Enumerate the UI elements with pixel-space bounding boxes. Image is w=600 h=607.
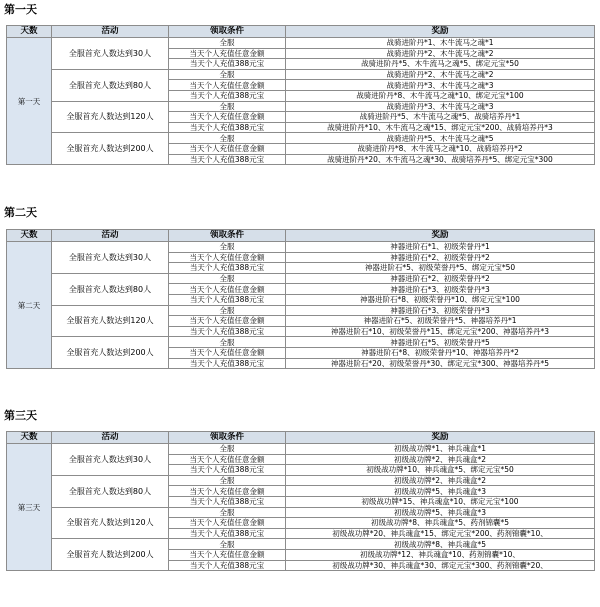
header-row — [7, 432, 595, 444]
condition-cell: 当天个人充值任意金额 — [169, 518, 286, 529]
reward-cell: 初级战功牌*5、神兵魂盒*3 — [286, 507, 595, 518]
table-row — [7, 242, 595, 253]
reward-cell: 战骑进阶丹*20、木牛流马之魂*30、战骑培养丹*5、绑定元宝*300 — [286, 154, 595, 165]
header-condition: 领取条件 — [169, 26, 286, 38]
condition-cell: 当天个人充值388元宝 — [169, 294, 286, 305]
activity-cell: 全服首充人数达到200人 — [52, 133, 169, 165]
reward-cell: 初级战功牌*1、神兵魂盒*1 — [286, 444, 595, 455]
reward-cell: 初级战功牌*20、神兵魂盒*15、绑定元宝*200、药剂锦囊*10、 — [286, 528, 595, 539]
reward-cell: 初级战功牌*2、神兵魂盒*2 — [286, 454, 595, 465]
day-cell: 第一天 — [7, 38, 52, 165]
header-reward: 奖励 — [286, 26, 595, 38]
table-row — [7, 337, 595, 348]
table-row — [7, 305, 595, 316]
header-activity: 活动 — [52, 230, 169, 242]
condition-cell: 当天个人充值任意金额 — [169, 112, 286, 123]
reward-cell: 战骑进阶丹*8、木牛流马之魂*10、绑定元宝*100 — [286, 90, 595, 101]
reward-cell: 神器进阶石*2、初级荣誉丹*2 — [286, 273, 595, 284]
reward-cell: 战骑进阶丹*10、木牛流马之魂*15、绑定元宝*200、战骑培养丹*3 — [286, 122, 595, 133]
condition-cell: 全服 — [169, 133, 286, 144]
condition-cell: 当天个人充值任意金额 — [169, 549, 286, 560]
condition-cell: 当天个人充值388元宝 — [169, 326, 286, 337]
condition-cell: 当天个人充值任意金额 — [169, 80, 286, 91]
condition-cell: 当天个人充值388元宝 — [169, 122, 286, 133]
activity-cell: 全服首充人数达到120人 — [52, 101, 169, 133]
activity-cell: 全服首充人数达到120人 — [52, 507, 169, 539]
activity-cell: 全服首充人数达到200人 — [52, 337, 169, 369]
reward-cell: 战骑进阶丹*2、木牛流马之魂*2 — [286, 48, 595, 59]
condition-cell: 当天个人充值388元宝 — [169, 528, 286, 539]
header-days: 天数 — [7, 230, 52, 242]
table-row — [7, 38, 595, 49]
condition-cell: 当天个人充值任意金额 — [169, 48, 286, 59]
condition-cell: 当天个人充值任意金额 — [169, 454, 286, 465]
reward-cell: 战骑进阶丹*3、木牛流马之魂*3 — [286, 80, 595, 91]
reward-cell: 神器进阶石*20、初级荣誉丹*30、绑定元宝*300、神器培养丹*5 — [286, 358, 595, 369]
reward-cell: 初级战功牌*5、神兵魂盒*3 — [286, 486, 595, 497]
header-reward: 奖励 — [286, 432, 595, 444]
header-reward: 奖励 — [286, 230, 595, 242]
reward-cell: 初级战功牌*15、神兵魂盒*10、绑定元宝*100 — [286, 496, 595, 507]
condition-cell: 全服 — [169, 69, 286, 80]
header-activity: 活动 — [52, 26, 169, 38]
condition-cell: 全服 — [169, 475, 286, 486]
condition-cell: 全服 — [169, 305, 286, 316]
reward-cell: 神器进阶石*2、初级荣誉丹*2 — [286, 252, 595, 263]
table-row — [7, 507, 595, 518]
reward-cell: 神器进阶石*8、初级荣誉丹*10、绑定元宝*100 — [286, 294, 595, 305]
table-row — [7, 101, 595, 112]
reward-cell: 战骑进阶丹*2、木牛流马之魂*2 — [286, 69, 595, 80]
condition-cell: 全服 — [169, 507, 286, 518]
reward-cell: 初级战功牌*2、神兵魂盒*2 — [286, 475, 595, 486]
reward-cell: 初级战功牌*8、神兵魂盒*5、药剂锦囊*5 — [286, 518, 595, 529]
day-1-title: 第一天 — [4, 3, 37, 16]
reward-cell: 神器进阶石*5、初级荣誉丹*5、绑定元宝*50 — [286, 263, 595, 274]
reward-cell: 神器进阶石*5、初级荣誉丹*5 — [286, 337, 595, 348]
day-cell: 第二天 — [7, 242, 52, 369]
table-row — [7, 273, 595, 284]
activity-cell: 全服首充人数达到30人 — [52, 38, 169, 70]
day-2-title: 第二天 — [4, 206, 37, 219]
reward-cell: 战骑进阶丹*5、木牛流马之魂*5 — [286, 133, 595, 144]
header-condition: 领取条件 — [169, 432, 286, 444]
day-2-table — [6, 229, 595, 369]
reward-cell: 神器进阶石*10、初级荣誉丹*15、绑定元宝*200、神器培养丹*3 — [286, 326, 595, 337]
day-cell: 第三天 — [7, 444, 52, 571]
reward-cell: 初级战功牌*12、神兵魂盒*10、药剂锦囊*10、 — [286, 549, 595, 560]
reward-cell: 神器进阶石*1、初级荣誉丹*1 — [286, 242, 595, 253]
activity-cell: 全服首充人数达到80人 — [52, 69, 169, 101]
table-row — [7, 444, 595, 455]
activity-cell: 全服首充人数达到30人 — [52, 444, 169, 476]
condition-cell: 当天个人充值388元宝 — [169, 465, 286, 476]
table-row — [7, 475, 595, 486]
condition-cell: 当天个人充值388元宝 — [169, 263, 286, 274]
day-3-title: 第三天 — [4, 409, 37, 422]
reward-cell: 战骑进阶丹*5、木牛流马之魂*5、绑定元宝*50 — [286, 59, 595, 70]
activity-cell: 全服首充人数达到200人 — [52, 539, 169, 571]
reward-cell: 战骑进阶丹*1、木牛流马之魂*1 — [286, 38, 595, 49]
reward-cell: 战骑进阶丹*8、木牛流马之魂*10、战骑培养丹*2 — [286, 143, 595, 154]
condition-cell: 当天个人充值任意金额 — [169, 347, 286, 358]
reward-cell: 神器进阶石*3、初级荣誉丹*3 — [286, 284, 595, 295]
header-row — [7, 230, 595, 242]
header-days: 天数 — [7, 26, 52, 38]
condition-cell: 全服 — [169, 337, 286, 348]
reward-cell: 神器进阶石*5、初级荣誉丹*5、神器培养丹*1 — [286, 316, 595, 327]
condition-cell: 全服 — [169, 539, 286, 550]
condition-cell: 全服 — [169, 242, 286, 253]
condition-cell: 当天个人充值388元宝 — [169, 90, 286, 101]
condition-cell: 当天个人充值388元宝 — [169, 154, 286, 165]
table-row — [7, 539, 595, 550]
condition-cell: 当天个人充值任意金额 — [169, 284, 286, 295]
reward-cell: 初级战功牌*10、神兵魂盒*5、绑定元宝*50 — [286, 465, 595, 476]
condition-cell: 当天个人充值388元宝 — [169, 358, 286, 369]
reward-cell: 初级战功牌*8、神兵魂盒*5 — [286, 539, 595, 550]
condition-cell: 全服 — [169, 38, 286, 49]
table-row — [7, 133, 595, 144]
day-1-table — [6, 25, 595, 165]
condition-cell: 全服 — [169, 273, 286, 284]
activity-cell: 全服首充人数达到80人 — [52, 273, 169, 305]
day-3-table — [6, 431, 595, 571]
activity-cell: 全服首充人数达到30人 — [52, 242, 169, 274]
header-activity: 活动 — [52, 432, 169, 444]
condition-cell: 全服 — [169, 444, 286, 455]
condition-cell: 当天个人充值388元宝 — [169, 560, 286, 571]
reward-cell: 神器进阶石*8、初级荣誉丹*10、神器培养丹*2 — [286, 347, 595, 358]
condition-cell: 当天个人充值任意金额 — [169, 486, 286, 497]
reward-cell: 战骑进阶丹*5、木牛流马之魂*5、战骑培养丹*1 — [286, 112, 595, 123]
reward-cell: 初级战功牌*30、神兵魂盒*30、绑定元宝*300、药剂锦囊*20、 — [286, 560, 595, 571]
condition-cell: 当天个人充值任意金额 — [169, 316, 286, 327]
condition-cell: 全服 — [169, 101, 286, 112]
condition-cell: 当天个人充值388元宝 — [169, 59, 286, 70]
header-row — [7, 26, 595, 38]
reward-cell: 神器进阶石*3、初级荣誉丹*3 — [286, 305, 595, 316]
header-days: 天数 — [7, 432, 52, 444]
activity-cell: 全服首充人数达到120人 — [52, 305, 169, 337]
reward-cell: 战骑进阶丹*3、木牛流马之魂*3 — [286, 101, 595, 112]
condition-cell: 当天个人充值任意金额 — [169, 143, 286, 154]
condition-cell: 当天个人充值388元宝 — [169, 496, 286, 507]
activity-cell: 全服首充人数达到80人 — [52, 475, 169, 507]
table-row — [7, 69, 595, 80]
condition-cell: 当天个人充值任意金额 — [169, 252, 286, 263]
header-condition: 领取条件 — [169, 230, 286, 242]
